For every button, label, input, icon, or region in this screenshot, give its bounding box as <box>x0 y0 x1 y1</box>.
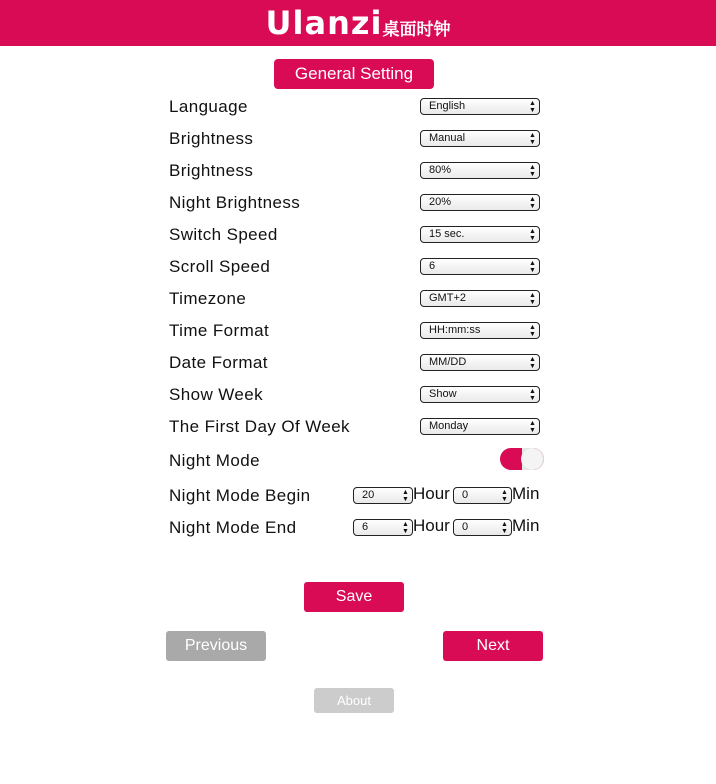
setting-select-time-format-7[interactable] <box>420 322 540 339</box>
setting-select-value: 15 sec. <box>429 228 465 240</box>
setting-select-value: MM/DD <box>429 356 467 368</box>
updown-arrow-icon: ▲ ▼ <box>529 292 536 306</box>
setting-label-scroll-speed-5: Scroll Speed <box>169 257 271 276</box>
setting-label-timezone-6: Timezone <box>169 289 247 308</box>
setting-select-brightness-2[interactable] <box>420 162 540 179</box>
setting-label-brightness-2: Brightness <box>169 161 254 180</box>
setting-select-scroll-speed-5[interactable] <box>420 258 540 275</box>
brand-subtitle: 桌面时钟 <box>382 20 451 41</box>
updown-arrow-icon: ▲ ▼ <box>529 260 536 274</box>
setting-label-brightness-1: Brightness <box>169 129 254 148</box>
updown-arrow-icon: ▲ ▼ <box>529 132 536 146</box>
updown-arrow-icon: ▲ ▼ <box>529 388 536 402</box>
setting-label-switch-speed-4: Switch Speed <box>169 225 278 244</box>
about-button[interactable]: About <box>314 688 394 713</box>
app-header <box>0 0 716 46</box>
setting-select-night-brightness-3[interactable] <box>420 194 540 211</box>
setting-select-value: Manual <box>429 132 466 144</box>
setting-select-show-week-9[interactable] <box>420 386 540 403</box>
setting-select-timezone-6[interactable] <box>420 290 540 307</box>
night-end-min-unit: Min <box>512 516 540 535</box>
setting-label-the-first-day-of-week-10: The First Day Of Week <box>169 417 350 436</box>
setting-label-night-brightness-3: Night Brightness <box>169 193 301 212</box>
previous-button[interactable]: Previous <box>166 631 266 661</box>
night-begin-min-value: 0 <box>462 489 469 501</box>
night-end-hour-select[interactable] <box>353 519 413 536</box>
night-mode-end-label: Night Mode End <box>169 518 297 537</box>
night-end-min-select[interactable] <box>453 519 512 536</box>
updown-arrow-icon: ▲ ▼ <box>529 100 536 114</box>
setting-select-value: 6 <box>429 260 436 272</box>
setting-select-date-format-8[interactable] <box>420 354 540 371</box>
night-begin-hour-value: 20 <box>362 489 375 501</box>
updown-arrow-icon: ▲ ▼ <box>402 521 409 535</box>
setting-select-value: Monday <box>429 420 469 432</box>
night-mode-label: Night Mode <box>169 451 260 470</box>
setting-select-switch-speed-4[interactable] <box>420 226 540 243</box>
next-button[interactable]: Next <box>443 631 543 661</box>
setting-select-value: Show <box>429 388 457 400</box>
setting-label-language-0: Language <box>169 97 248 116</box>
setting-select-language-0[interactable] <box>420 98 540 115</box>
night-mode-toggle[interactable] <box>500 448 544 470</box>
updown-arrow-icon: ▲ ▼ <box>402 489 409 503</box>
setting-select-value: GMT+2 <box>429 292 466 304</box>
night-end-hour-unit: Hour <box>413 516 450 535</box>
setting-select-the-first-day-of-week-10[interactable] <box>420 418 540 435</box>
setting-label-time-format-7: Time Format <box>169 321 270 340</box>
setting-select-value: HH:mm:ss <box>429 324 481 336</box>
updown-arrow-icon: ▲ ▼ <box>529 356 536 370</box>
save-button[interactable]: Save <box>304 582 404 612</box>
setting-select-value: English <box>429 100 466 112</box>
toggle-knob <box>521 448 543 470</box>
night-begin-min-select[interactable] <box>453 487 512 504</box>
updown-arrow-icon: ▲ ▼ <box>529 196 536 210</box>
setting-select-value: 20% <box>429 196 452 208</box>
section-title-general-setting: General Setting <box>274 59 434 89</box>
setting-select-brightness-1[interactable] <box>420 130 540 147</box>
setting-select-value: 80% <box>429 164 452 176</box>
updown-arrow-icon: ▲ ▼ <box>501 521 508 535</box>
night-begin-hour-select[interactable] <box>353 487 413 504</box>
night-end-min-value: 0 <box>462 521 469 533</box>
updown-arrow-icon: ▲ ▼ <box>529 324 536 338</box>
updown-arrow-icon: ▲ ▼ <box>501 489 508 503</box>
brand-logo-text: Ulanzi <box>265 4 383 42</box>
updown-arrow-icon: ▲ ▼ <box>529 164 536 178</box>
night-mode-begin-label: Night Mode Begin <box>169 486 311 505</box>
night-end-hour-value: 6 <box>362 521 369 533</box>
setting-label-date-format-8: Date Format <box>169 353 268 372</box>
updown-arrow-icon: ▲ ▼ <box>529 228 536 242</box>
setting-label-show-week-9: Show Week <box>169 385 263 404</box>
night-begin-min-unit: Min <box>512 484 540 503</box>
night-begin-hour-unit: Hour <box>413 484 450 503</box>
updown-arrow-icon: ▲ ▼ <box>529 420 536 434</box>
